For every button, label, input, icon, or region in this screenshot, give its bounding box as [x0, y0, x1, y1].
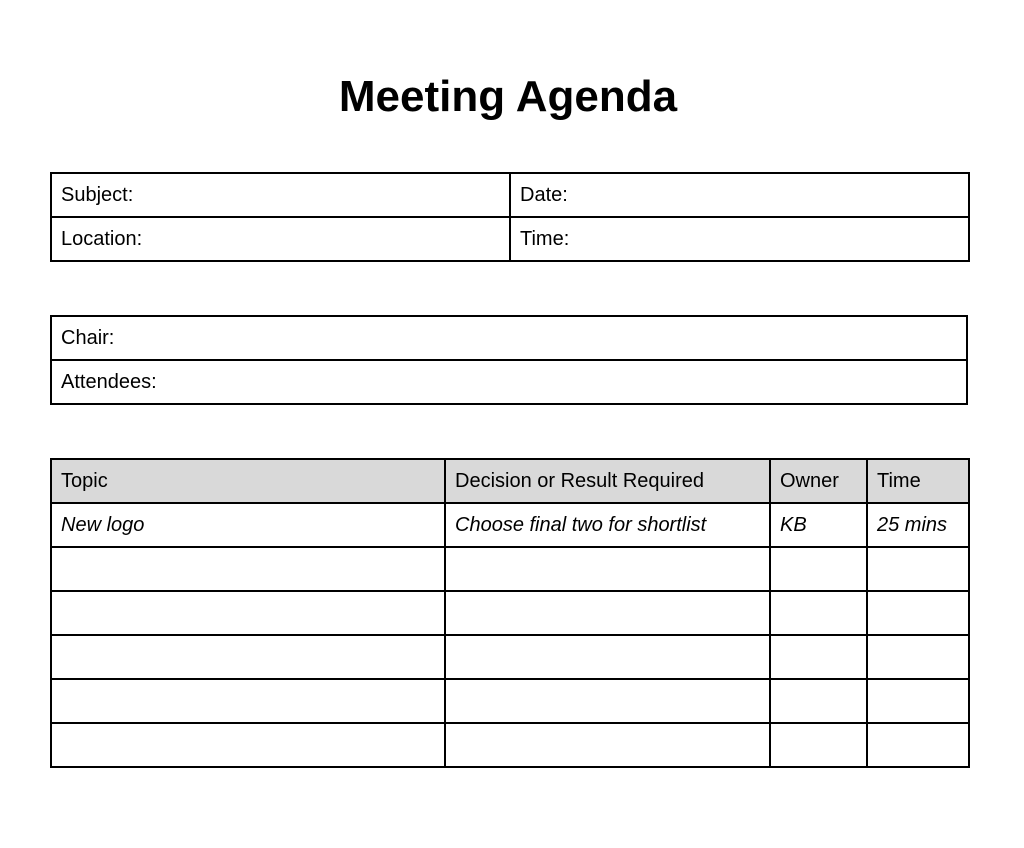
agenda-header-row [51, 459, 969, 503]
topic-cell[interactable] [51, 635, 445, 679]
decision-cell[interactable] [445, 591, 770, 635]
time-field[interactable]: Time: [510, 217, 969, 261]
attendees-field[interactable]: Attendees: [51, 360, 967, 404]
decision-cell[interactable] [445, 723, 770, 767]
table-row [51, 723, 969, 767]
owner-cell[interactable] [770, 723, 867, 767]
table-row [51, 217, 969, 261]
time-cell[interactable]: 25 mins [867, 503, 969, 547]
chair-field[interactable]: Chair: [51, 316, 967, 360]
decision-cell[interactable]: Choose final two for shortlist [445, 503, 770, 547]
subject-field[interactable]: Subject: [51, 173, 510, 217]
topic-cell[interactable] [51, 679, 445, 723]
topic-cell[interactable]: New logo [51, 503, 445, 547]
decision-cell[interactable] [445, 547, 770, 591]
time-cell[interactable] [867, 723, 969, 767]
table-row [51, 591, 969, 635]
column-header-decision: Decision or Result Required [445, 459, 770, 503]
column-header-time: Time [867, 459, 969, 503]
table-row [51, 679, 969, 723]
column-header-owner: Owner [770, 459, 867, 503]
date-field[interactable]: Date: [510, 173, 969, 217]
decision-cell[interactable] [445, 679, 770, 723]
topic-cell[interactable] [51, 723, 445, 767]
meeting-info-table [50, 172, 970, 262]
page-title: Meeting Agenda [338, 72, 678, 121]
time-cell[interactable] [867, 635, 969, 679]
owner-cell[interactable] [770, 635, 867, 679]
table-row [51, 316, 967, 360]
table-row [51, 635, 969, 679]
time-cell[interactable] [867, 679, 969, 723]
agenda-table [50, 458, 970, 768]
column-header-topic: Topic [51, 459, 445, 503]
time-cell[interactable] [867, 547, 969, 591]
table-row [51, 547, 969, 591]
owner-cell[interactable] [770, 591, 867, 635]
owner-cell[interactable]: KB [770, 503, 867, 547]
table-row [51, 173, 969, 217]
topic-cell[interactable] [51, 547, 445, 591]
owner-cell[interactable] [770, 547, 867, 591]
decision-cell[interactable] [445, 635, 770, 679]
participants-table [50, 315, 968, 405]
time-cell[interactable] [867, 591, 969, 635]
table-row [51, 503, 969, 547]
topic-cell[interactable] [51, 591, 445, 635]
table-row [51, 360, 967, 404]
owner-cell[interactable] [770, 679, 867, 723]
location-field[interactable]: Location: [51, 217, 510, 261]
